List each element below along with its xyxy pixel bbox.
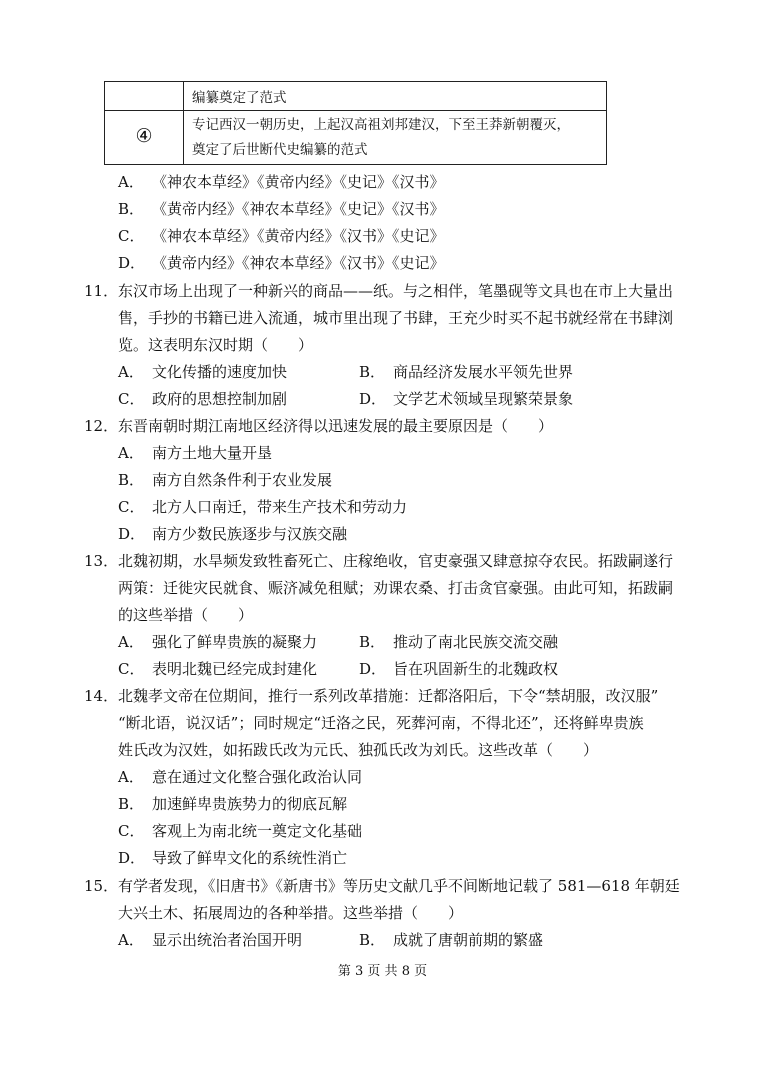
page-footer: 第 3 页 共 8 页 bbox=[337, 964, 428, 979]
q14-option-c[interactable]: C． 客观上为南北统一奠定文化基础 bbox=[118, 822, 363, 840]
q12-option-d[interactable]: D． 南方少数民族逐步与汉族交融 bbox=[118, 525, 348, 543]
q13-option-a[interactable]: A． 强化了鲜卑贵族的凝聚力 bbox=[118, 633, 318, 651]
table-cell-number bbox=[105, 111, 184, 165]
table-cell-line: 专记西汉一朝历史，上起汉高祖刘邦建汉，下至王莽新朝覆灭， bbox=[192, 116, 570, 133]
q14-option-d[interactable]: D． 导致了鲜卑文化的系统性消亡 bbox=[118, 849, 348, 867]
circled-number-4: ④ bbox=[135, 125, 153, 147]
question-text-line: 两策：迁徙灾民就食、赈济减免租赋；劝课农桑、打击贪官豪强。由此可知，拓跋嗣 bbox=[118, 579, 674, 597]
question-number: 11． bbox=[84, 282, 119, 300]
q13-option-c[interactable]: C． 表明北魏已经完成封建化 bbox=[118, 660, 318, 678]
table-cell-description: 编纂奠定了范式 bbox=[184, 82, 607, 111]
question-text-line: 北魏初期，水旱频发致牲畜死亡、庄稼绝收，官吏豪强又肆意掠夺农民。拓跋嗣遂行 bbox=[118, 552, 674, 570]
q14-option-a[interactable]: A． 意在通过文化整合强化政治认同 bbox=[118, 768, 363, 786]
q10-option-a[interactable]: A． 《神农本草经》《黄帝内经》《史记》《汉书》 bbox=[118, 173, 445, 191]
q10-option-b[interactable]: B． 《黄帝内经》《神农本草经》《史记》《汉书》 bbox=[118, 200, 445, 218]
question-text-line: 览。这表明东汉时期（ ） bbox=[118, 336, 314, 354]
question-text-line: 东汉市场上出现了一种新兴的商品——纸。与之相伴，笔墨砚等文具也在市上大量出 bbox=[118, 282, 674, 300]
q13-option-b[interactable]: B． 推动了南北民族交流交融 bbox=[359, 633, 559, 651]
q12-option-c[interactable]: C． 北方人口南迁，带来生产技术和劳动力 bbox=[118, 498, 408, 516]
question-number: 13． bbox=[84, 552, 119, 570]
question-text-line: 售，手抄的书籍已进入流通，城市里出现了书肆，王充少时买不起书就经常在书肆浏 bbox=[118, 309, 674, 327]
q12-option-b[interactable]: B． 南方自然条件利于农业发展 bbox=[118, 471, 333, 489]
question-text-line: 有学者发现，《旧唐书》《新唐书》等历史文献几乎不间断地记载了 581—618 年朝廷 bbox=[118, 877, 680, 895]
q10-option-c[interactable]: C． 《神农本草经》《黄帝内经》《汉书》《史记》 bbox=[118, 227, 445, 245]
question-text-line: “断北语，说汉话”；同时规定“迁洛之民，死葬河南，不得北还”，还将鲜卑贵族 bbox=[118, 714, 644, 732]
book-table-fragment bbox=[104, 81, 607, 165]
q15-option-b[interactable]: B． 成就了唐朝前期的繁盛 bbox=[359, 931, 544, 949]
question-number: 15． bbox=[84, 877, 119, 895]
q11-option-d[interactable]: D． 文学艺术领域呈现繁荣景象 bbox=[359, 390, 574, 408]
q14-option-b[interactable]: B． 加速鲜卑贵族势力的彻底瓦解 bbox=[118, 795, 348, 813]
q11-option-c[interactable]: C． 政府的思想控制加剧 bbox=[118, 390, 288, 408]
question-text-line: 东晋南朝时期江南地区经济得以迅速发展的最主要原因是（ ） bbox=[118, 417, 554, 435]
question-number: 14． bbox=[84, 687, 119, 705]
q15-option-a[interactable]: A． 显示出统治者治国开明 bbox=[118, 931, 303, 949]
q12-option-a[interactable]: A． 南方土地大量开垦 bbox=[118, 444, 273, 462]
question-text-line: 北魏孝文帝在位期间，推行一系列改革措施：迁都洛阳后，下令“禁胡服，改汉服” bbox=[118, 687, 659, 705]
question-text-line: 的这些举措（ ） bbox=[118, 606, 254, 624]
question-text-line: 大兴土木、拓展周边的各种举措。这些举措（ ） bbox=[118, 904, 464, 922]
table-cell-description bbox=[184, 111, 607, 165]
table-cell-line: 奠定了后世断代史编纂的范式 bbox=[192, 141, 368, 158]
q10-option-d[interactable]: D． 《黄帝内经》《神农本草经》《汉书》《史记》 bbox=[118, 254, 445, 272]
q11-option-b[interactable]: B． 商品经济发展水平领先世界 bbox=[359, 363, 574, 381]
table-row bbox=[105, 82, 607, 111]
table-cell-number bbox=[105, 82, 184, 111]
q11-option-a[interactable]: A． 文化传播的速度加快 bbox=[118, 363, 288, 381]
question-number: 12． bbox=[84, 417, 119, 435]
table-row bbox=[105, 111, 607, 165]
q13-option-d[interactable]: D． 旨在巩固新生的北魏政权 bbox=[359, 660, 559, 678]
question-text-line: 姓氏改为汉姓，如拓跋氏改为元氏、独孤氏改为刘氏。这些改革（ ） bbox=[118, 741, 599, 759]
